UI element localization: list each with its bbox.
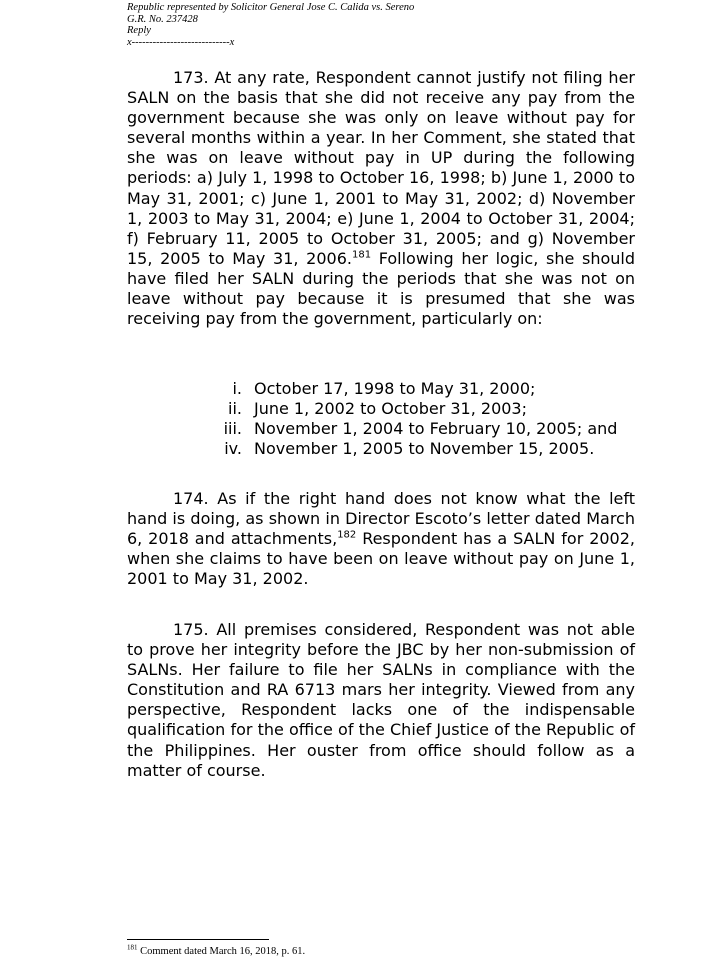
- paragraph-text: 174. As if the right hand does not know what the left hand is doing, as shown in Director Escoto’s letter dated March 6, 2018 and attachments,: [127, 489, 635, 549]
- footnote-number: 181: [127, 943, 138, 952]
- list-item-text: November 1, 2005 to November 15, 2005.: [254, 439, 595, 459]
- page-header: [127, 2, 414, 48]
- header-separator: x----------------------------x: [127, 36, 235, 48]
- paragraph-text: 173. At any rate, Respondent cannot justify not filing her SALN on the basis that she did not receive any pay from the government because she was only on leave without pay for several months within a year. In her Comment, she stated that she was on leave without pay in UP during the following periods: a) July 1, 1998 to October 16, 1998; b) June 1, 2000 to May 31, 2001; c) June 1, 2001 to May 31, 2002; d) November 1, 2003 to May 31, 2004; e) June 1, 2004 to October 31, 2004; f) February 11, 2005 to October 31, 2005; and g) November 15, 2005 to May 31, 2006.: [127, 68, 635, 268]
- case-title: Republic represented by Solicitor General Jose C. Calida vs. Sereno: [127, 2, 415, 13]
- footnote-ref-182[interactable]: 182: [337, 529, 357, 541]
- list-item: [200, 399, 617, 419]
- paragraph-text: 175. All premises considered, Respondent was not able to prove her integrity before the JBC by her non-submission of SALNs. Her failure to file her SALNs in compliance with the Constitution and RA 6713 mars her integrity. Viewed from any perspective, Respondent lacks one of the indispensable qualification for the office of the Chief Justice of the Republic of the Philippines. Her ouster from office should follow as a matter of course.: [127, 620, 635, 780]
- paragraph-text-continued: Respondent has a SALN for 2002, when she claims to have been on leave without pay on June 1, 2001 to May 31, 2002.: [127, 529, 636, 589]
- list-item-text: June 1, 2002 to October 31, 2003;: [254, 399, 527, 419]
- footnote-text: Comment dated March 16, 2018, p. 61.: [137, 946, 306, 957]
- list-item-number: iii.: [223, 419, 242, 439]
- paragraph-174: [127, 489, 635, 589]
- list-item-text: October 17, 1998 to May 31, 2000;: [254, 379, 536, 398]
- periods-list: [200, 379, 617, 459]
- list-item-number: iv.: [224, 439, 242, 459]
- paragraph-173: [127, 68, 635, 329]
- footnote-ref-181[interactable]: 181: [351, 249, 372, 261]
- document-type: Reply: [127, 25, 151, 36]
- footnote-divider: [127, 939, 269, 940]
- list-item-number: i.: [232, 379, 242, 398]
- paragraph-175: [127, 620, 635, 781]
- list-item: [200, 379, 617, 399]
- list-item: [200, 439, 617, 459]
- paragraph-text-continued: Following her logic, she should have filed her SALN during the periods that she was not on leave without pay because it is presumed that she was receiving pay from the government, particularly on:: [127, 248, 636, 329]
- list-item-text: November 1, 2004 to February 10, 2005; and: [254, 419, 618, 439]
- list-item-number: ii.: [228, 399, 242, 419]
- gr-number: G.R. No. 237428: [127, 13, 198, 25]
- footnote: [127, 943, 306, 957]
- list-item: [200, 419, 617, 439]
